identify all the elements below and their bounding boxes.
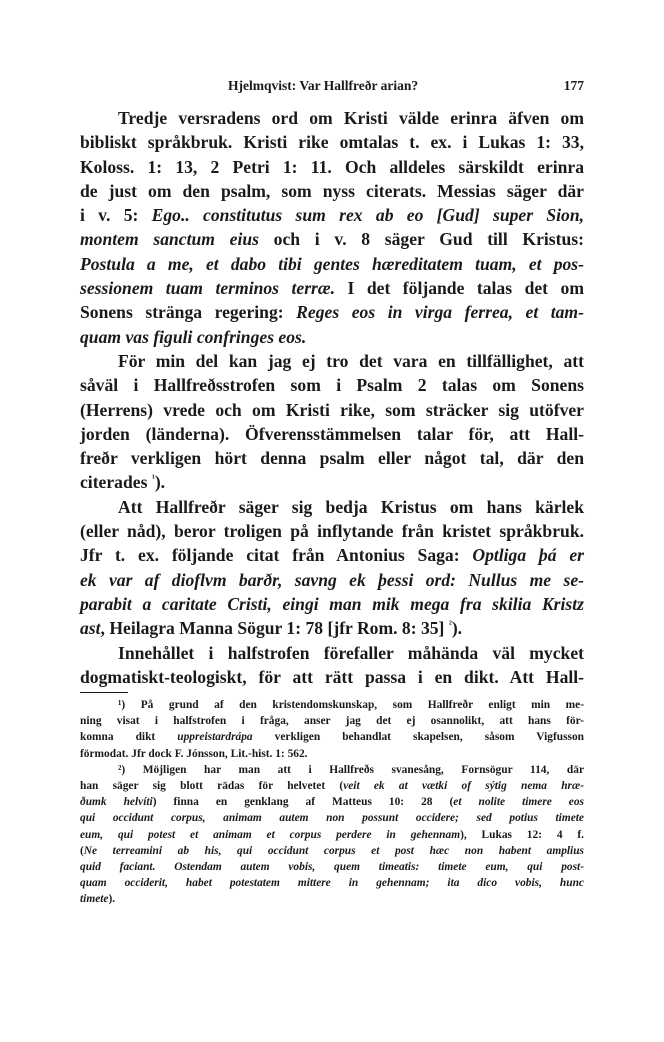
- footnote-line: [80, 762, 584, 778]
- italic-text: Postula a me, et dabo tibi gentes hæreditatem tuam, et pos-: [80, 253, 584, 274]
- text-line: [80, 616, 584, 640]
- text-line: [80, 446, 584, 470]
- footnote-line: [80, 697, 584, 713]
- running-title: Hjelmqvist: Var Hallfreðr arian?: [228, 78, 419, 93]
- text-run: de just om den psalm, som nyss citerats. Messias säger där: [80, 180, 584, 201]
- text-line: [80, 179, 584, 203]
- text-run: Jfr t. ex. följande citat från Antonius Saga:: [80, 545, 473, 566]
- italic-text: ðumk helvíti: [80, 796, 153, 809]
- italic-text: Reges eos in virga ferrea, et tam-: [296, 302, 584, 323]
- footnotes: [80, 697, 584, 907]
- text-run: (Herrens) vrede och om Kristi rike, som sträcker sig utöfver: [80, 399, 584, 420]
- text-run: Tredje versradens ord om Kristi välde erinra äfven om: [118, 108, 584, 128]
- text-line: [80, 325, 584, 349]
- text-run: ¹) På grund af den kristendomskunskap, som Hallfreðr enligt min me-: [118, 699, 584, 711]
- text-line: [80, 665, 584, 689]
- italic-text: veit ek at vætki of sýtig nema hræ-: [343, 779, 584, 792]
- italic-text: qui occidunt corpus, animam autem non possunt occidere; sed potius timete: [80, 812, 584, 825]
- italic-text: quid faciant. Ostendam autem vobis, quem timeatis: timete eum, qui post-: [80, 860, 584, 873]
- footnote-rule: [80, 692, 128, 693]
- text-line: [80, 373, 584, 397]
- text-line: [80, 641, 584, 665]
- text-line: [80, 398, 584, 422]
- footnote-line: [80, 875, 584, 891]
- italic-text: montem sanctum eius: [80, 229, 259, 250]
- text-run: citerades: [80, 472, 152, 493]
- text-line: [80, 130, 584, 154]
- text-line: [80, 543, 584, 567]
- text-line: [80, 155, 584, 179]
- text-run: Innehållet i halfstrofen förefaller måhända väl mycket: [118, 642, 584, 663]
- running-header: [80, 78, 584, 98]
- text-line: [80, 495, 584, 519]
- footnote-line: [80, 859, 584, 875]
- italic-text: ast: [80, 618, 101, 639]
- text-run: ning visat i halfstrofen i fråga, anser jag det ej osannolikt, att hans för-: [80, 715, 584, 728]
- italic-text: et nolite timere eos: [453, 796, 584, 809]
- text-run: (eller nåd), beror troligen på inflytande från kristet språkbruk.: [80, 521, 584, 542]
- text-run: Koloss. 1: 13, 2 Petri 1: 11. Och alldeles särskildt erinra: [80, 156, 584, 177]
- text-run: , Heilagra Manna Sögur 1: 78 [jfr Rom. 8: 35]: [100, 618, 449, 639]
- text-run: (: [80, 844, 84, 857]
- italic-text: quam vas figuli confringes eos.: [80, 326, 307, 347]
- text-run: ) finna en genklang af Matteus 10: 28 (: [152, 796, 454, 809]
- text-line: [80, 422, 584, 446]
- footnote-line: [80, 843, 584, 859]
- text-run: komna dikt: [80, 731, 178, 744]
- text-run: och i v. 8 säger Gud till Kristus:: [258, 229, 584, 250]
- italic-text: timete: [80, 893, 109, 906]
- text-line: [80, 276, 584, 300]
- italic-text: ek var af dioflvm barðr, savng ek þessi ord: Nullus me se-: [80, 569, 584, 590]
- italic-text: Ego.. constitutus sum rex ab eo [Gud] super Sion,: [151, 205, 584, 226]
- text-line: [80, 227, 584, 251]
- italic-text: uppreistardrápa: [177, 731, 253, 744]
- text-line: [80, 349, 584, 373]
- text-run: ).: [108, 893, 116, 906]
- footnote-marker: ²: [448, 619, 452, 631]
- text-run: För min del kan jag ej tro det vara en tillfällighet, att: [118, 350, 584, 371]
- text-run: bibliskt språkbruk. Kristi rike omtalas t. ex. i Lukas 1: 33,: [80, 132, 584, 153]
- text-run: dogmatiskt-teologiskt, för att rätt passa i en dikt. Att Hall-: [80, 666, 584, 687]
- text-line: [80, 203, 584, 227]
- text-run: Sonens stränga regering:: [80, 302, 297, 323]
- text-line: [80, 470, 584, 494]
- italic-text: Ne terreamini ab his, qui occidunt corpus et post hæc non habent amplius: [83, 844, 584, 857]
- page-number: 177: [563, 78, 584, 93]
- italic-text: sessionem tuam terminos terræ.: [80, 278, 336, 299]
- footnote-line: [80, 891, 584, 907]
- italic-text: quam occiderit, habet potestatem mittere in gehennam; ita dico vobis, hunc: [80, 877, 584, 890]
- main-text: [80, 106, 584, 689]
- footnote-line: [80, 746, 584, 762]
- text-line: [80, 300, 584, 324]
- text-run: jorden (länderna). Öfverensstämmelsen talar för, att Hall-: [80, 423, 584, 444]
- text-run: verkligen behandlat skapelsen, såsom Vigfusson: [252, 731, 584, 744]
- text-line: [80, 252, 584, 276]
- text-run: I det följande talas det om: [335, 278, 584, 299]
- text-line: [80, 519, 584, 543]
- footnote-line: [80, 778, 584, 794]
- footnote-line: [80, 794, 584, 810]
- text-run: han säger sig blott rädas för helvetet (: [80, 779, 344, 792]
- footnote-line: [80, 810, 584, 826]
- text-line: [80, 106, 584, 130]
- footnote-marker: ¹: [151, 473, 155, 485]
- text-run: ).: [154, 472, 166, 493]
- italic-text: Optliga þá er: [472, 545, 584, 566]
- text-run: ²) Möjligen har man att i Hallfreðs svanesång, Fornsögur 114, där: [118, 763, 584, 776]
- text-run: förmodat. Jfr dock F. Jónsson, Lit.-hist. 1: 562.: [80, 747, 308, 760]
- text-run: freðr verkligen hört denna psalm eller något tal, där den: [80, 448, 584, 469]
- footnote-line: [80, 713, 584, 729]
- text-run: ).: [451, 618, 463, 639]
- text-run: såväl i Hallfreðsstrofen som i Psalm 2 talas om Sonens: [80, 375, 584, 396]
- text-run: Att Hallfreðr säger sig bedja Kristus om hans kärlek: [118, 496, 584, 517]
- italic-text: eum, qui potest et animam et corpus perdere in gehennam: [80, 828, 461, 841]
- footnote-line: [80, 729, 584, 745]
- italic-text: parabit a caritate Cristi, eingi man mik mega fra skilia Kristz: [80, 593, 584, 614]
- text-line: [80, 592, 584, 616]
- footnote-line: [80, 827, 584, 843]
- text-line: [80, 568, 584, 592]
- text-run: ), Lukas 12: 4 f.: [460, 828, 585, 841]
- text-run: i v. 5:: [80, 205, 152, 226]
